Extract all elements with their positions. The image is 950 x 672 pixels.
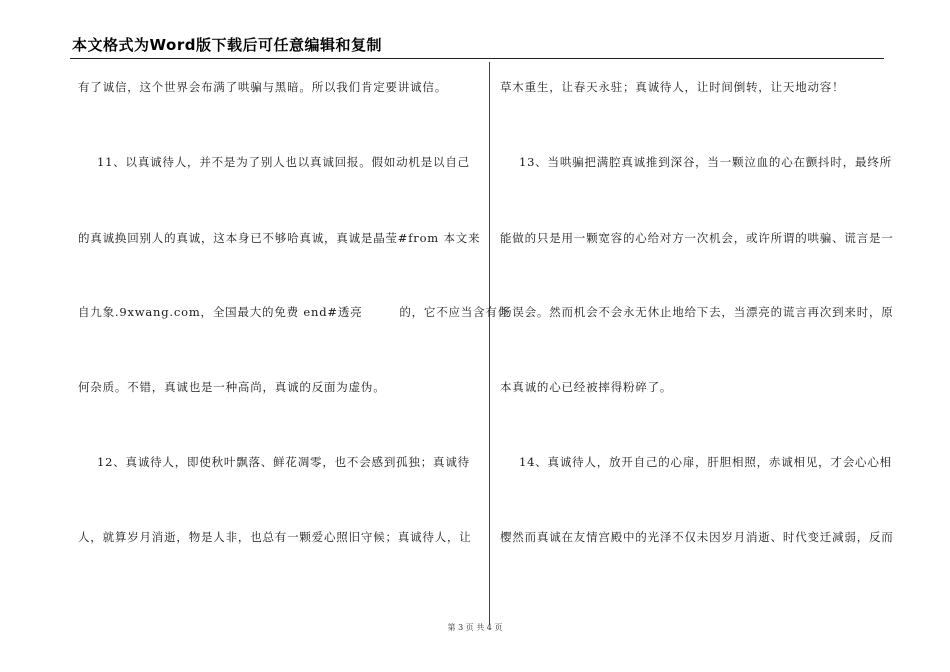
text-line: 草木重生，让春天永驻；真诚待人，让时间倒转，让天地动容！ [500,80,845,94]
text-line: 人，就算岁月消逝，物是人非，也总有一颗爱心照旧守候；真诚待人，让 [78,530,472,544]
text-line: 樱然而真诚在友情宫殿中的光泽不仅未因岁月消逝、时代变迁减弱，反而 [500,530,894,544]
text-line: 何杂质。不错，真诚也是一种高尚，真诚的反面为虚伪。 [78,380,386,394]
column-divider [489,62,490,625]
text-line: 自九象.9xwang.com，全国最大的免费 end#透亮 的，它不应当含有任 [78,305,511,319]
paragraph-14-start: 14、真诚待人，放开自己的心扉，肝胆相照，赤诚相见，才会心心相 [519,455,892,469]
text-line: 有了诚信，这个世界会布满了哄骗与黑暗。所以我们肯定要讲诚信。 [78,80,447,94]
text-line: 本真诚的心已经被摔得粉碎了。 [500,380,673,394]
document-header-title: 本文格式为Word版下载后可任意编辑和复制 [72,36,382,54]
text-line: 能做的只是用一颗宽容的心给对方一次机会，或许所谓的哄骗、谎言是一 [500,231,894,245]
page-number-footer: 第 3 页 共 4 页 [447,623,503,632]
header-rule [70,58,884,59]
paragraph-13-start: 13、当哄骗把满腔真诚推到深谷，当一颗泣血的心在颤抖时，最终所 [519,155,892,169]
paragraph-11-start: 11、以真诚待人，并不是为了别人也以真诚回报。假如动机是以自己 [97,155,470,169]
text-line: 场误会。然而机会不会永无休止地给下去，当漂亮的谎言再次到来时，原 [500,305,894,319]
paragraph-12-start: 12、真诚待人，即使秋叶飘落、鲜花凋零，也不会感到孤独；真诚待 [97,455,470,469]
text-line: 的真诚换回别人的真诚，这本身已不够哈真诚，真诚是晶莹#from 本文来 [78,231,481,245]
